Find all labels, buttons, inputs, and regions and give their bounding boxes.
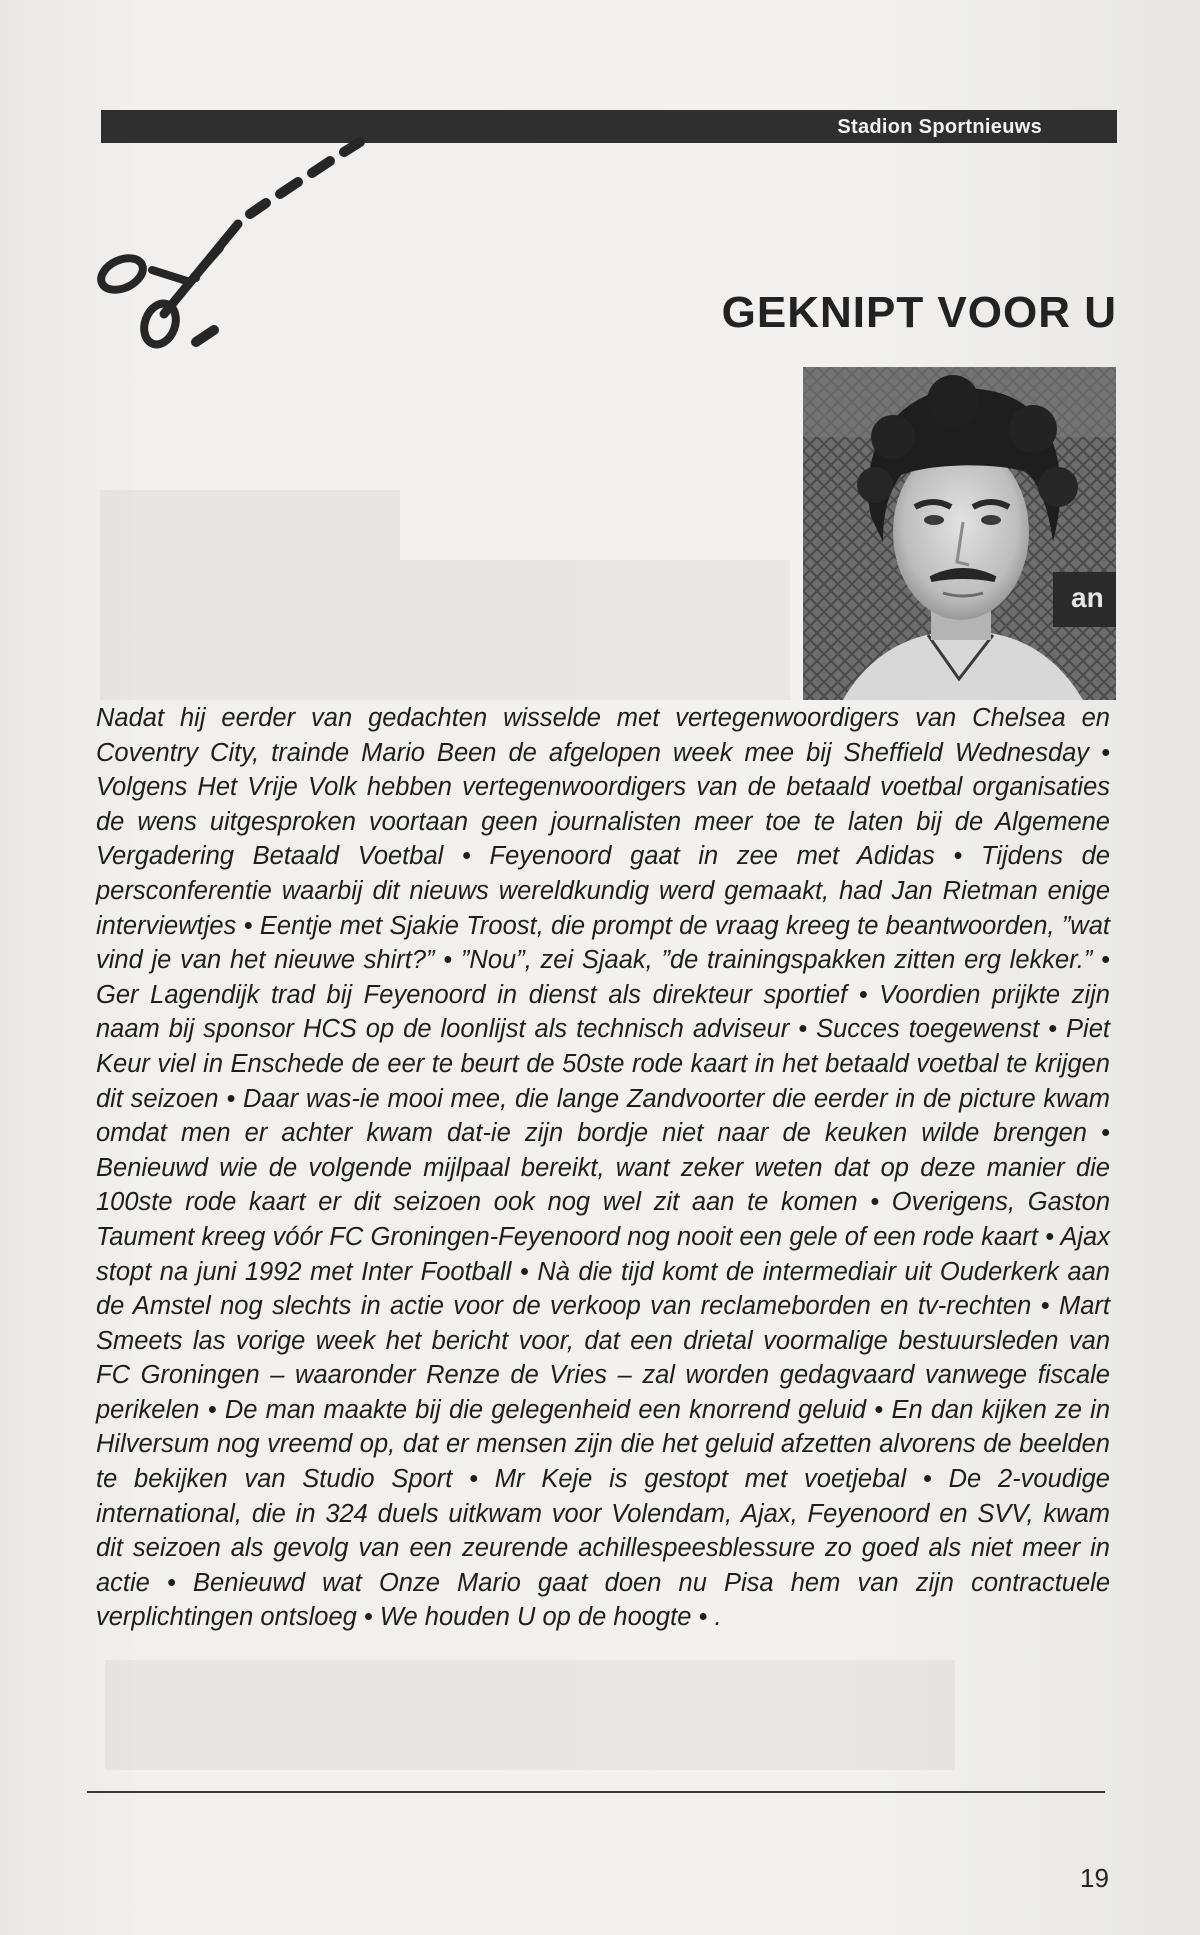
show-through-shade [100, 490, 400, 700]
scissors-icon [92, 132, 382, 362]
show-through-shade [400, 560, 790, 700]
player-portrait-photo [803, 367, 1116, 700]
portrait-image [803, 367, 1116, 700]
page-number: 19 [1080, 1863, 1109, 1893]
article-body: Nadat hij eerder van gedachten wisselde met vertegenwoordigers van Chelsea en Coventry City, trainde Mario Been de afgelopen week mee bij Sheffield Wednesday • Volgens Het Vrije Volk hebben vertegenwoordigers van de betaald voetbal organisaties de wens uitgesproken voortaan geen journalisten meer toe te laten bij de Algemene Vergadering Betaald Voetbal • Feyenoord gaat in zee met Adidas • Tijdens de persconferentie waarbij dit nieuws wereldkundig werd gemaakt, had Jan Rietman enige interviewtjes • Eentje met Sjakie Troost, die prompt de vraag kreeg te beantwoorden, ”wat vind je van het nieuwe shirt?” • ”Nou”, zei Sjaak, ”de trainingspakken zitten erg lekker.” • Ger Lagendijk trad bij Feyenoord in dienst als direkteur sportief • Voordien prijkte zijn naam bij sponsor HCS op de loonlijst als technisch adviseur • Succes toegewenst • Piet Keur viel in Enschede de eer te beurt de 50ste rode kaart in het betaald voetbal te krijgen dit seizoen • Daar was-ie mooi mee, die lange Zandvoorter die eerder in de picture kwam omdat men er achter kwam dat-ie zijn bordje niet naar de keuken wilde brengen • Benieuwd wie de volgende mijlpaal bereikt, want zeker weten dat op deze manier die 100ste rode kaart er dit seizoen ook nog wel zit aan te komen • Overigens, Gaston Taument kreeg vóór FC Groningen-Feyenoord nog nooit een gele of een rode kaart • Ajax stopt na juni 1992 met Inter Football • Nà die tijd komt de intermediair uit Ouderkerk aan de Amstel nog slechts in actie voor de verkoop van reclameborden en tv-rechten • Mart Smeets las vorige week het bericht voor, dat een drietal voormalige bestuursleden van FC Groningen – waaronder Renze de Vries – zal worden gedagvaard vanwege fiscale perikelen • De man maakte bij die gelegenheid een knorrend geluid • En dan kijken ze in Hilversum nog vreemd op, dat er mensen zijn die het geluid afzetten alvorens de beelden te bekijken van Studio Sport • Mr Keje is gestopt met voetjebal • De 2-voudige international, die in 324 duels uitkwam voor Volendam, Ajax, Feyenoord en SVV, kwam dit seizoen als gevolg van een zeurende achillespeesblessure zo goed als niet meer in actie • Benieuwd wat Onze Mario gaat doen nu Pisa hem van zijn contractuele verplichtingen ontsloeg • We houden U op de hoogte • . [96, 704, 1110, 1632]
headline: GEKNIPT VOOR U [721, 288, 1117, 337]
svg-text:an: an [1071, 582, 1104, 613]
section-label: Stadion Sportnieuws [837, 116, 1042, 138]
show-through-shade [105, 1660, 955, 1770]
footer-rule [87, 1791, 1105, 1793]
